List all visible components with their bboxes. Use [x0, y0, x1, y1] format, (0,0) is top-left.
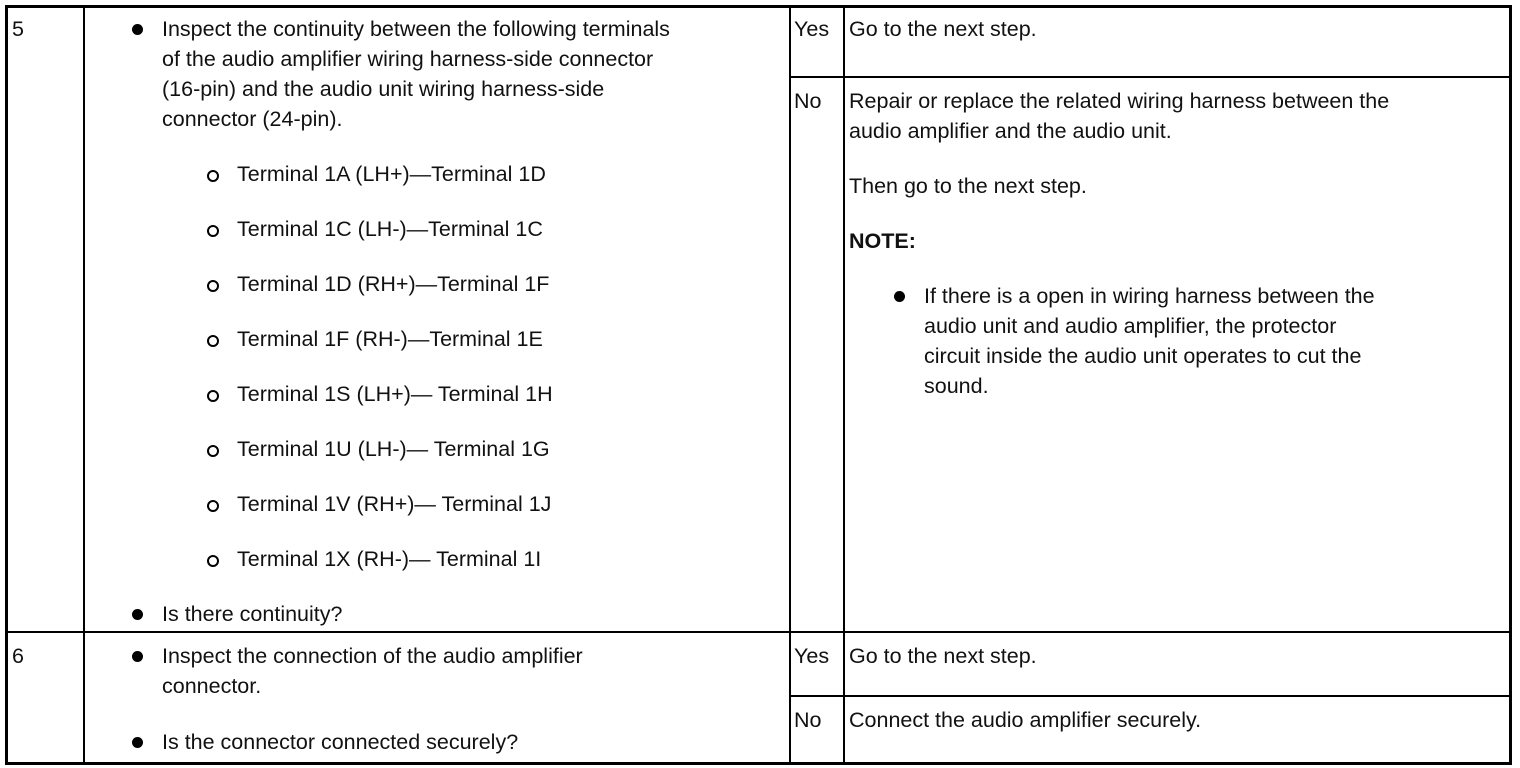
no-label: No: [794, 89, 822, 113]
bullet-icon: [132, 24, 143, 35]
bullet-icon: [132, 651, 143, 662]
note-label: NOTE:: [849, 229, 916, 253]
yes-action: Go to the next step.: [849, 17, 1037, 41]
note-line: circuit inside the audio unit operates to cut the: [924, 344, 1362, 368]
circle-bullet-icon: [207, 280, 219, 292]
terminal-item: Terminal 1C (LH-)—Terminal 1C: [237, 217, 543, 241]
circle-bullet-icon: [207, 170, 219, 182]
terminal-item: Terminal 1S (LH+)— Terminal 1H: [237, 382, 553, 406]
yes-label: Yes: [794, 17, 830, 41]
column-divider-inspection: [789, 8, 791, 762]
terminal-item: Terminal 1F (RH-)—Terminal 1E: [237, 327, 543, 351]
column-divider-result: [843, 8, 845, 762]
row6-yes-no-divider: [789, 695, 1509, 697]
yes-label: Yes: [794, 644, 830, 668]
note-line: If there is a open in wiring harness between the: [924, 284, 1375, 308]
no-action-line: audio amplifier and the audio unit.: [849, 119, 1172, 143]
step-number: 6: [12, 644, 24, 668]
step-number: 5: [12, 17, 24, 41]
column-divider-step: [83, 8, 85, 762]
question-text: Is the connector connected securely?: [162, 730, 519, 754]
row-divider-5-6: [8, 631, 1509, 633]
circle-bullet-icon: [207, 445, 219, 457]
no-action-line: Repair or replace the related wiring harness between the: [849, 89, 1390, 113]
check-line: connector (24-pin).: [162, 107, 343, 131]
circle-bullet-icon: [207, 500, 219, 512]
terminal-item: Terminal 1V (RH+)— Terminal 1J: [237, 492, 552, 516]
bullet-icon: [894, 291, 905, 302]
bullet-icon: [132, 609, 143, 620]
note-line: sound.: [924, 374, 989, 398]
circle-bullet-icon: [207, 555, 219, 567]
circle-bullet-icon: [207, 225, 219, 237]
no-action: Connect the audio amplifier securely.: [849, 708, 1202, 732]
circle-bullet-icon: [207, 335, 219, 347]
bullet-icon: [132, 737, 143, 748]
no-then-text: Then go to the next step.: [849, 174, 1087, 198]
terminal-item: Terminal 1D (RH+)—Terminal 1F: [237, 272, 550, 296]
terminal-item: Terminal 1X (RH-)— Terminal 1I: [237, 547, 542, 571]
terminal-item: Terminal 1U (LH-)— Terminal 1G: [237, 437, 550, 461]
question-text: Is there continuity?: [162, 602, 343, 626]
circle-bullet-icon: [207, 390, 219, 402]
no-label: No: [794, 708, 822, 732]
troubleshooting-table: [5, 5, 1512, 765]
check-line: Inspect the continuity between the following terminals: [162, 17, 670, 41]
yes-action: Go to the next step.: [849, 644, 1037, 668]
check-line: of the audio amplifier wiring harness-side connector: [162, 47, 654, 71]
terminal-item: Terminal 1A (LH+)—Terminal 1D: [237, 162, 546, 186]
check-line: Inspect the connection of the audio amplifier: [162, 644, 583, 668]
check-line: connector.: [162, 674, 262, 698]
row5-yes-no-divider: [789, 76, 1509, 78]
check-line: (16-pin) and the audio unit wiring harness-side: [162, 77, 605, 101]
note-line: audio unit and audio amplifier, the protector: [924, 314, 1337, 338]
